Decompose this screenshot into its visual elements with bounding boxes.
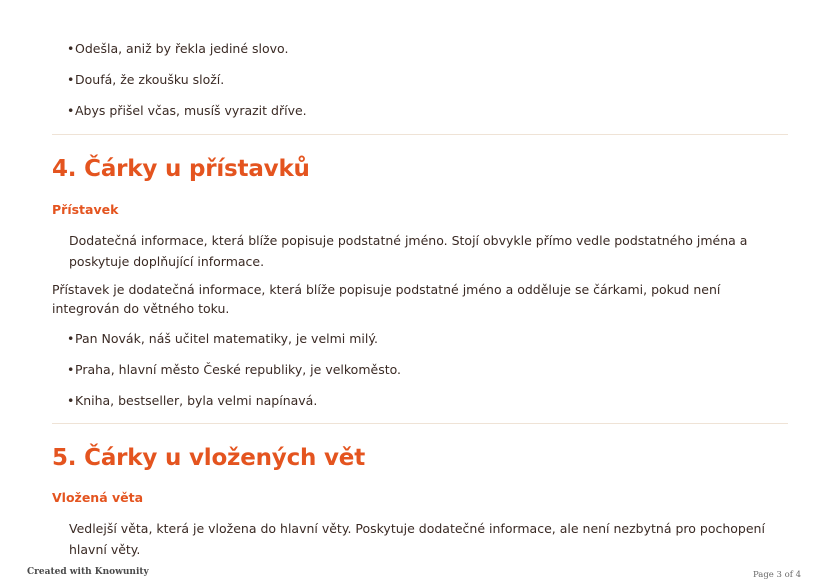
list-item [67,362,401,393]
example-text: Abys přišel včas, musíš vyrazit dříve. [75,103,307,118]
example-text: Doufá, že zkoušku složí. [75,72,225,87]
section-4-heading: 4. Čárky u přístavků [52,156,310,182]
bullet-icon: • [67,331,75,346]
example-text: Odešla, aniž by řekla jediné slovo. [75,41,289,56]
section-4-example-list [67,331,401,424]
section-4-definition: Dodatečná informace, která blíže popisuje podstatné jméno. Stojí obvykle přímo vedle podstatného jména a poskytuje doplňující informace. [69,233,748,269]
footer-page-number: Page 3 of 4 [752,570,801,580]
section-5-definition: Vedlejší věta, která je vložena do hlavní věty. Poskytuje dodatečné informace, ale není nezbytná pro pochopení hlavní věty. [69,521,765,557]
list-item [67,393,401,424]
list-item [67,103,307,134]
bullet-icon: • [67,393,75,408]
bullet-icon: • [67,72,75,87]
section-5-term: Vložená věta [52,490,144,505]
section-4-rule-paragraph: Přístavek je dodatečná informace, která blíže popisuje podstatné jméno a odděluje se čárkami, pokud není integrován do větného toku. [52,282,721,316]
example-text: Pan Novák, náš učitel matematiky, je velmi milý. [75,331,378,346]
example-text: Praha, hlavní město České republiky, je velkoměsto. [75,362,402,377]
bullet-icon: • [67,362,75,377]
footer-created-with: Created with Knowunity [27,567,149,577]
section-5-heading: 5. Čárky u vložených vět [52,445,365,471]
list-item [67,331,401,362]
list-item [67,41,307,72]
bullet-icon: • [67,41,75,56]
example-text: Kniha, bestseller, byla velmi napínavá. [75,393,318,408]
section-4-term: Přístavek [52,202,119,217]
section-divider [52,134,788,135]
bullet-icon: • [67,103,75,118]
section-divider [52,423,788,424]
intro-example-list [67,41,307,134]
list-item [67,72,307,103]
